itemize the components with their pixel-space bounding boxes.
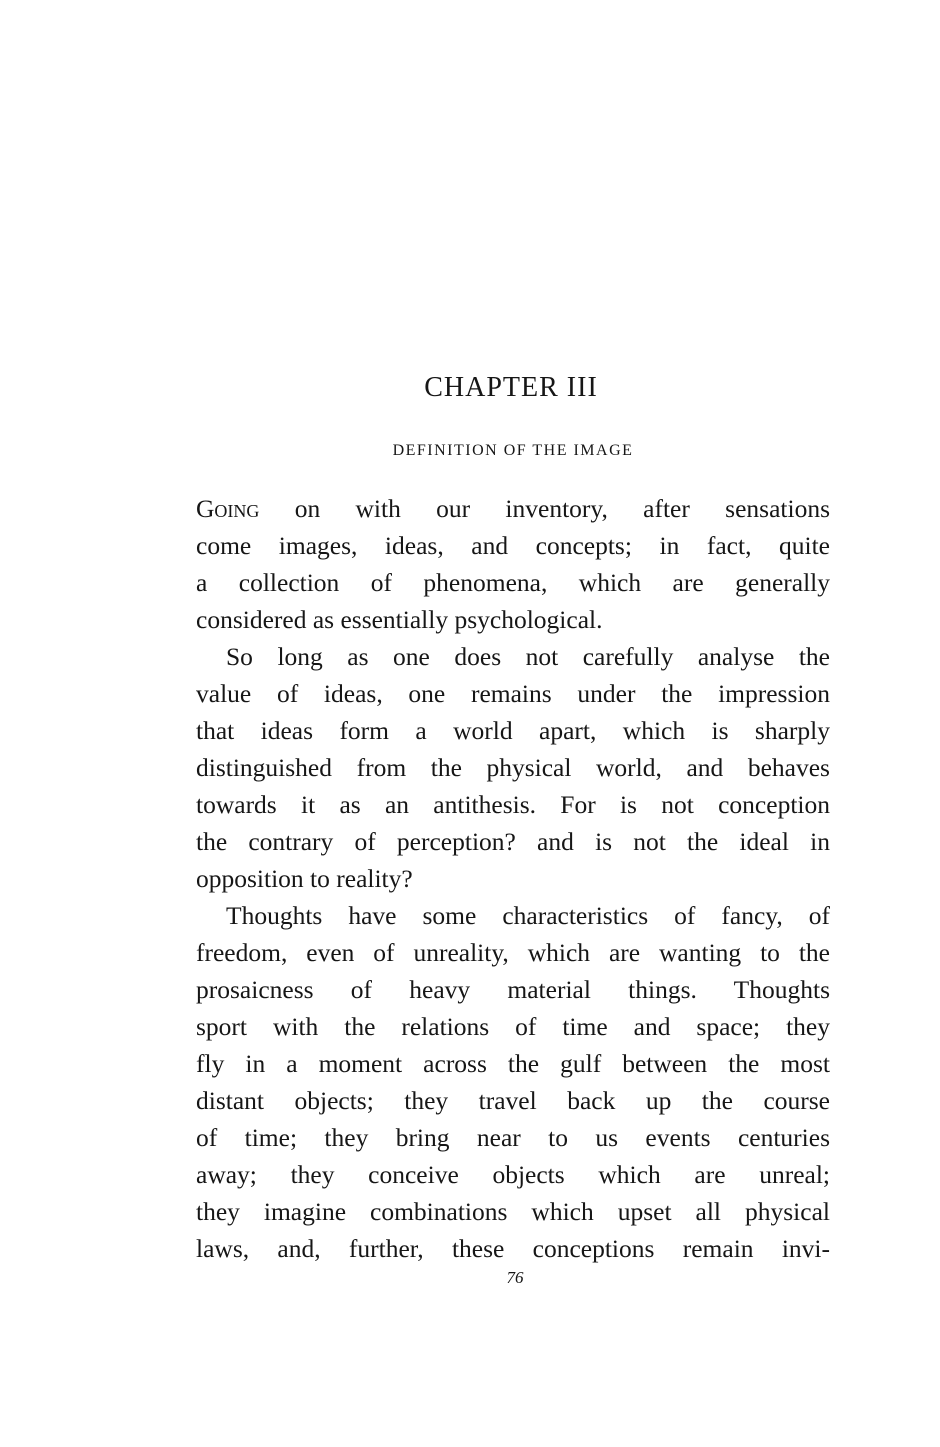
text-line: they imagine combinations which upset all physical [196,1197,830,1226]
text-line: opposition to reality? [196,864,413,893]
text-line: a collection of phenomena, which are generally [196,568,830,597]
text-line: considered as essentially psychological. [196,605,603,634]
page-number: 76 [506,1268,524,1287]
text-line: away; they conceive objects which are unreal; [196,1160,830,1189]
text-line: freedom, even of unreality, which are wanting to the [196,938,830,967]
text-line-rest: on with our inventory, after sensations [259,494,830,523]
text-line: distinguished from the physical world, and behaves [196,753,830,782]
text-line: laws, and, further, these conceptions remain invi- [196,1234,830,1263]
body-text [196,490,830,1267]
text-line: So long as one does not carefully analyse the [226,642,830,671]
text-line: sport with the relations of time and space; they [196,1012,830,1041]
chapter-heading: CHAPTER III [424,372,598,403]
text-line: distant objects; they travel back up the course [196,1086,830,1115]
text-line: come images, ideas, and concepts; in fact, quite [196,531,830,560]
text-line: of time; they bring near to us events centuries [196,1123,830,1152]
text-line [196,490,830,527]
opening-word: Going [196,494,260,523]
text-line: value of ideas, one remains under the impression [196,679,830,708]
text-line: towards it as an antithesis. For is not conception [196,790,830,819]
chapter-subtitle: DEFINITION OF THE IMAGE [392,442,634,459]
text-line: that ideas form a world apart, which is sharply [196,716,830,745]
text-line: fly in a moment across the gulf between the most [196,1049,830,1078]
text-line: prosaicness of heavy material things. Thoughts [196,975,830,1004]
text-line: Thoughts have some characteristics of fancy, of [226,901,830,930]
text-line: the contrary of perception? and is not the ideal in [196,827,830,856]
